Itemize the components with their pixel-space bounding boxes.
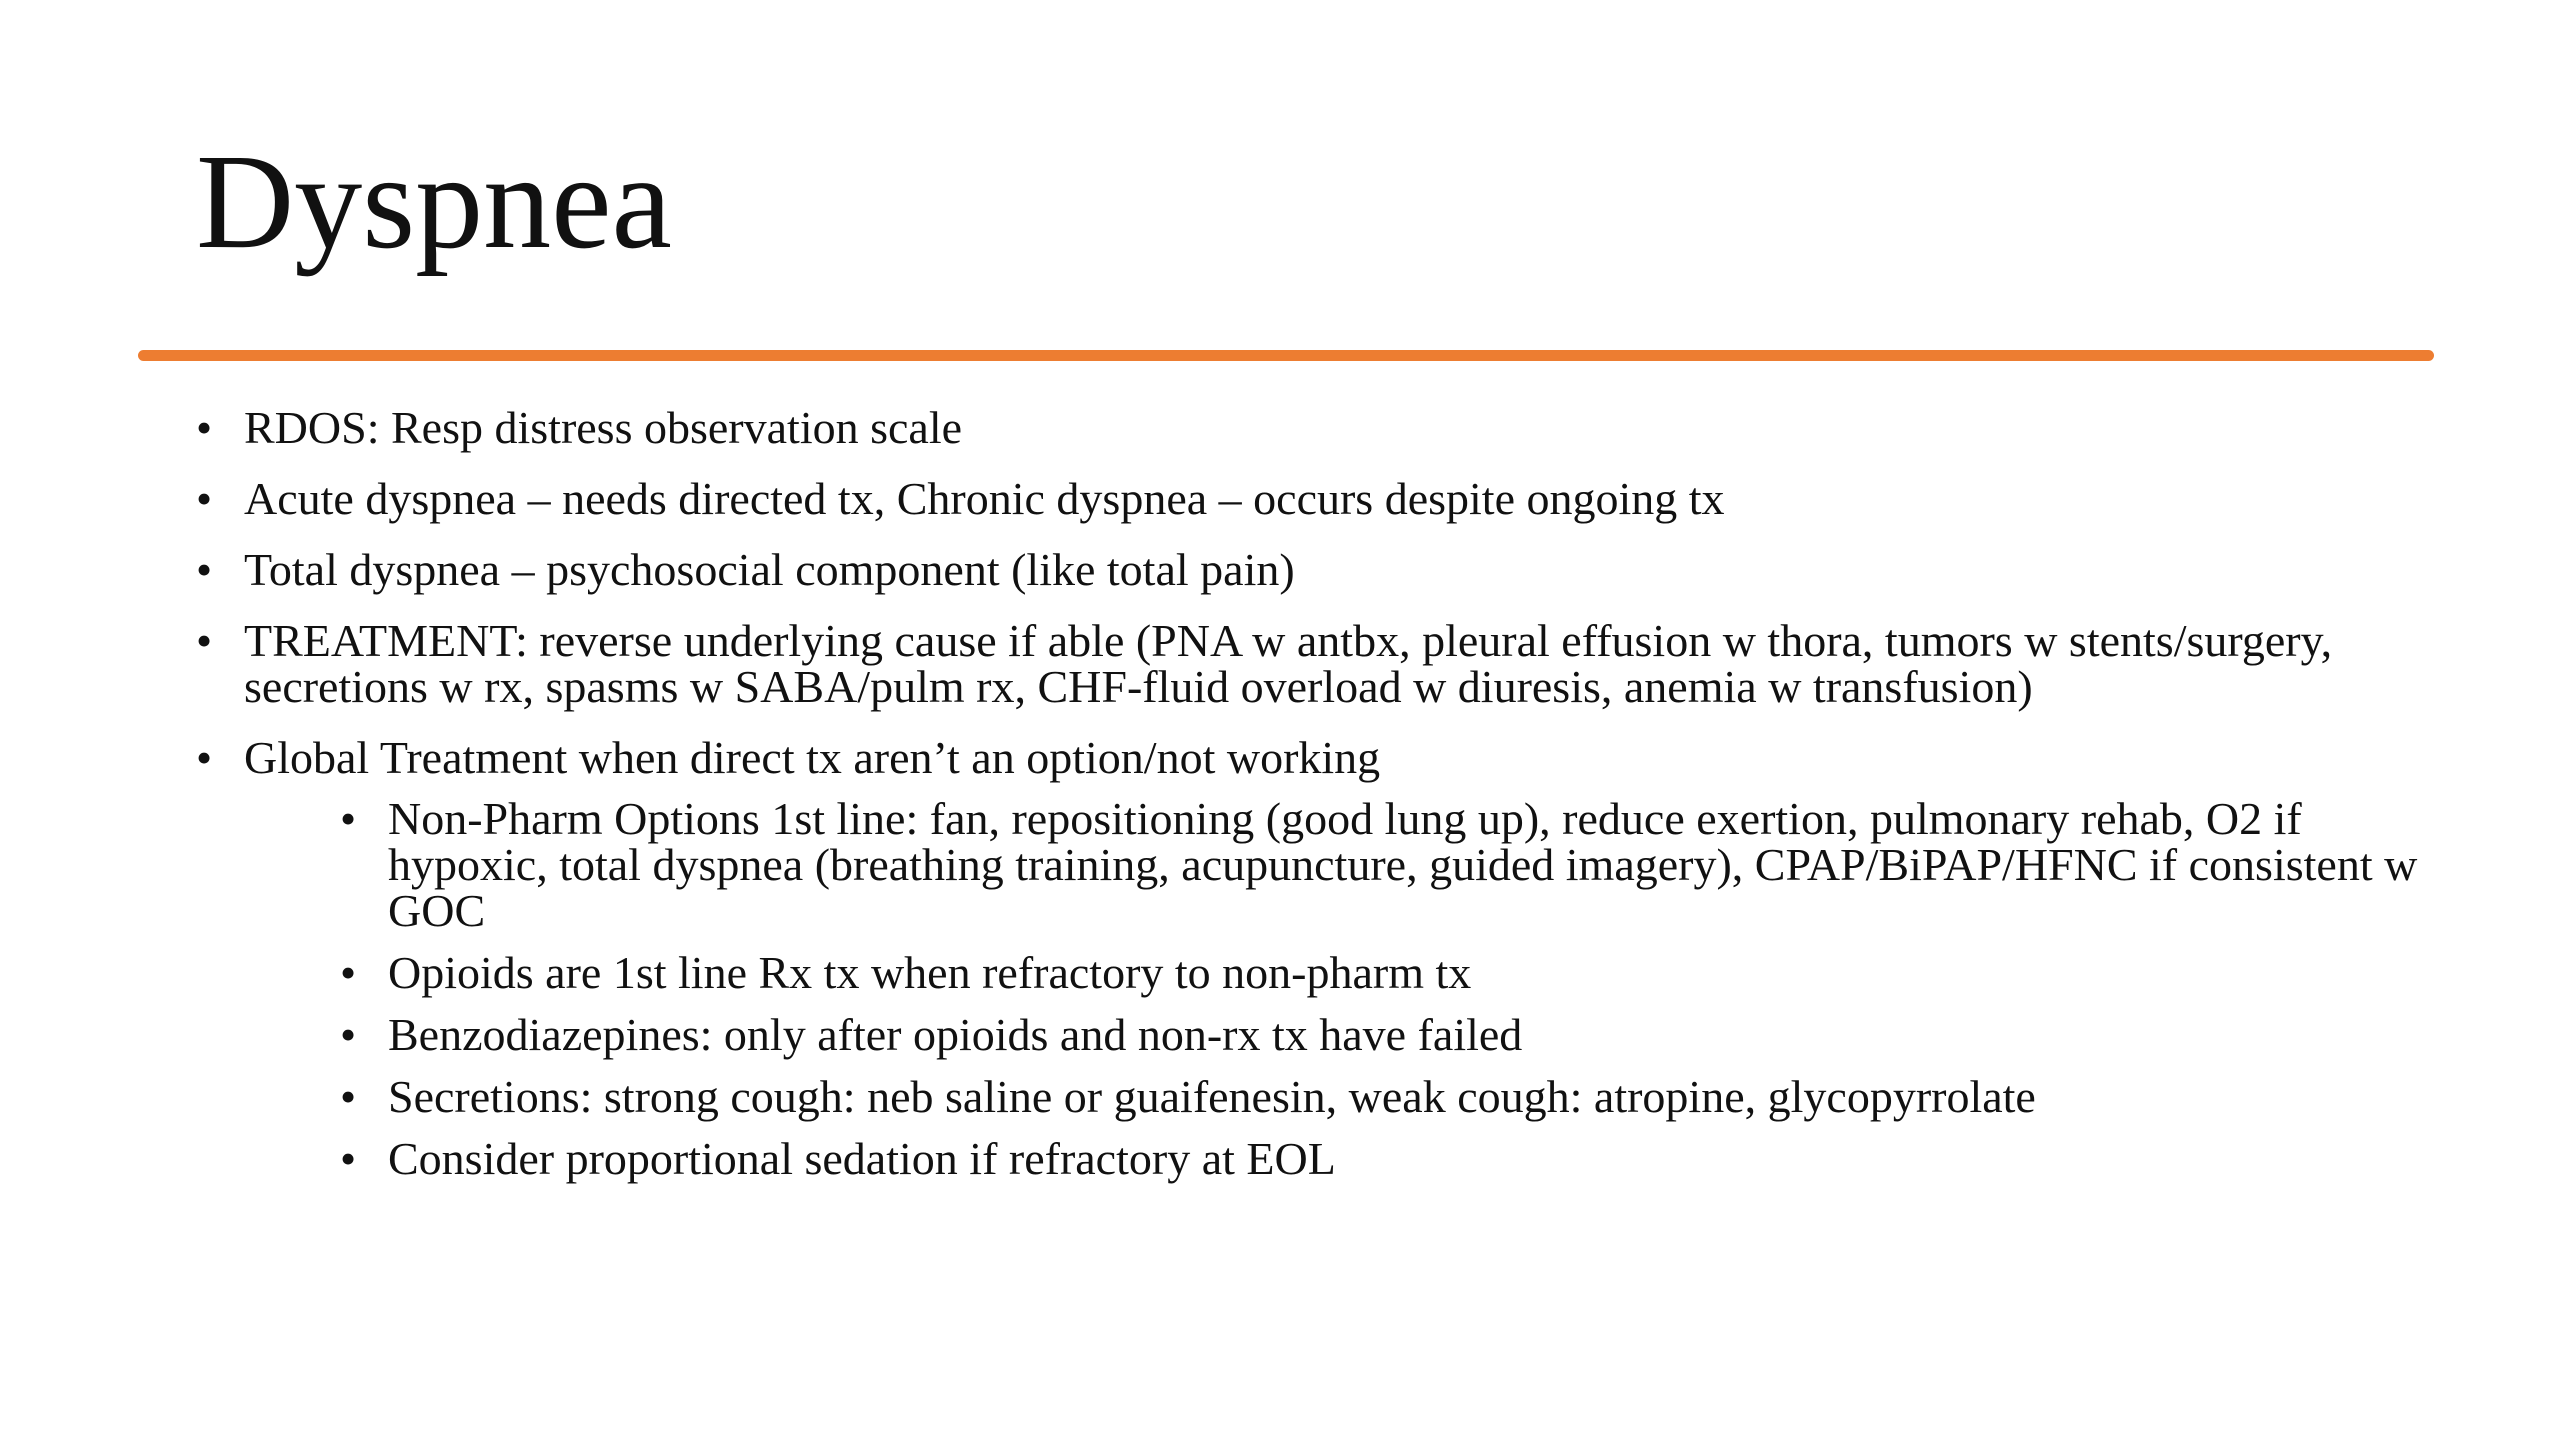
bullet-text: TREATMENT: reverse underlying cause if able (PNA w antbx, pleural effusion w thora, tumors w stents/surgery, secretions w rx, spasms w SABA/pulm rx, CHF-fluid overload w diuresis, anemia w transfusion) [244,615,2333,712]
bullet-item [196,732,2426,1184]
sub-bullet-text: Opioids are 1st line Rx tx when refractory to non-pharm tx [388,947,1472,998]
sub-bullet-item [340,1009,2426,1060]
sub-bullet-item [340,947,2426,998]
sub-bullet-text: Consider proportional sedation if refractory at EOL [388,1133,1336,1184]
bullet-item [196,544,2426,595]
sub-bullet-text: Benzodiazepines: only after opioids and non-rx tx have failed [388,1009,1523,1060]
sub-bullet-list [244,793,2426,1184]
sub-bullet-item [340,793,2426,936]
sub-bullet-item [340,1071,2426,1122]
sub-bullet-text: Secretions: strong cough: neb saline or guaifenesin, weak cough: atropine, glycopyrrolate [388,1071,2036,1122]
bullet-text: RDOS: Resp distress observation scale [244,402,963,453]
sub-bullet-item [340,1133,2426,1184]
bullet-text: Total dyspnea – psychosocial component (like total pain) [244,544,1295,595]
bullet-item [196,615,2426,712]
bullet-text: Global Treatment when direct tx aren’t an option/not working [244,732,1381,783]
slide-title: Dyspnea [196,127,672,277]
sub-bullet-text: Non-Pharm Options 1st line: fan, repositioning (good lung up), reduce exertion, pulmonary rehab, O2 if hypoxic, total dyspnea (breathing training, acupuncture, guided imagery), CPAP/BiPAP/HFNC if consistent w GOC [388,793,2418,936]
bullet-text: Acute dyspnea – needs directed tx, Chronic dyspnea – occurs despite ongoing tx [244,473,1725,524]
bullet-item [196,402,2426,453]
bullet-item [196,473,2426,524]
bullet-list [196,402,2426,1184]
title-divider [138,350,2434,361]
slide-body [196,402,2426,1207]
